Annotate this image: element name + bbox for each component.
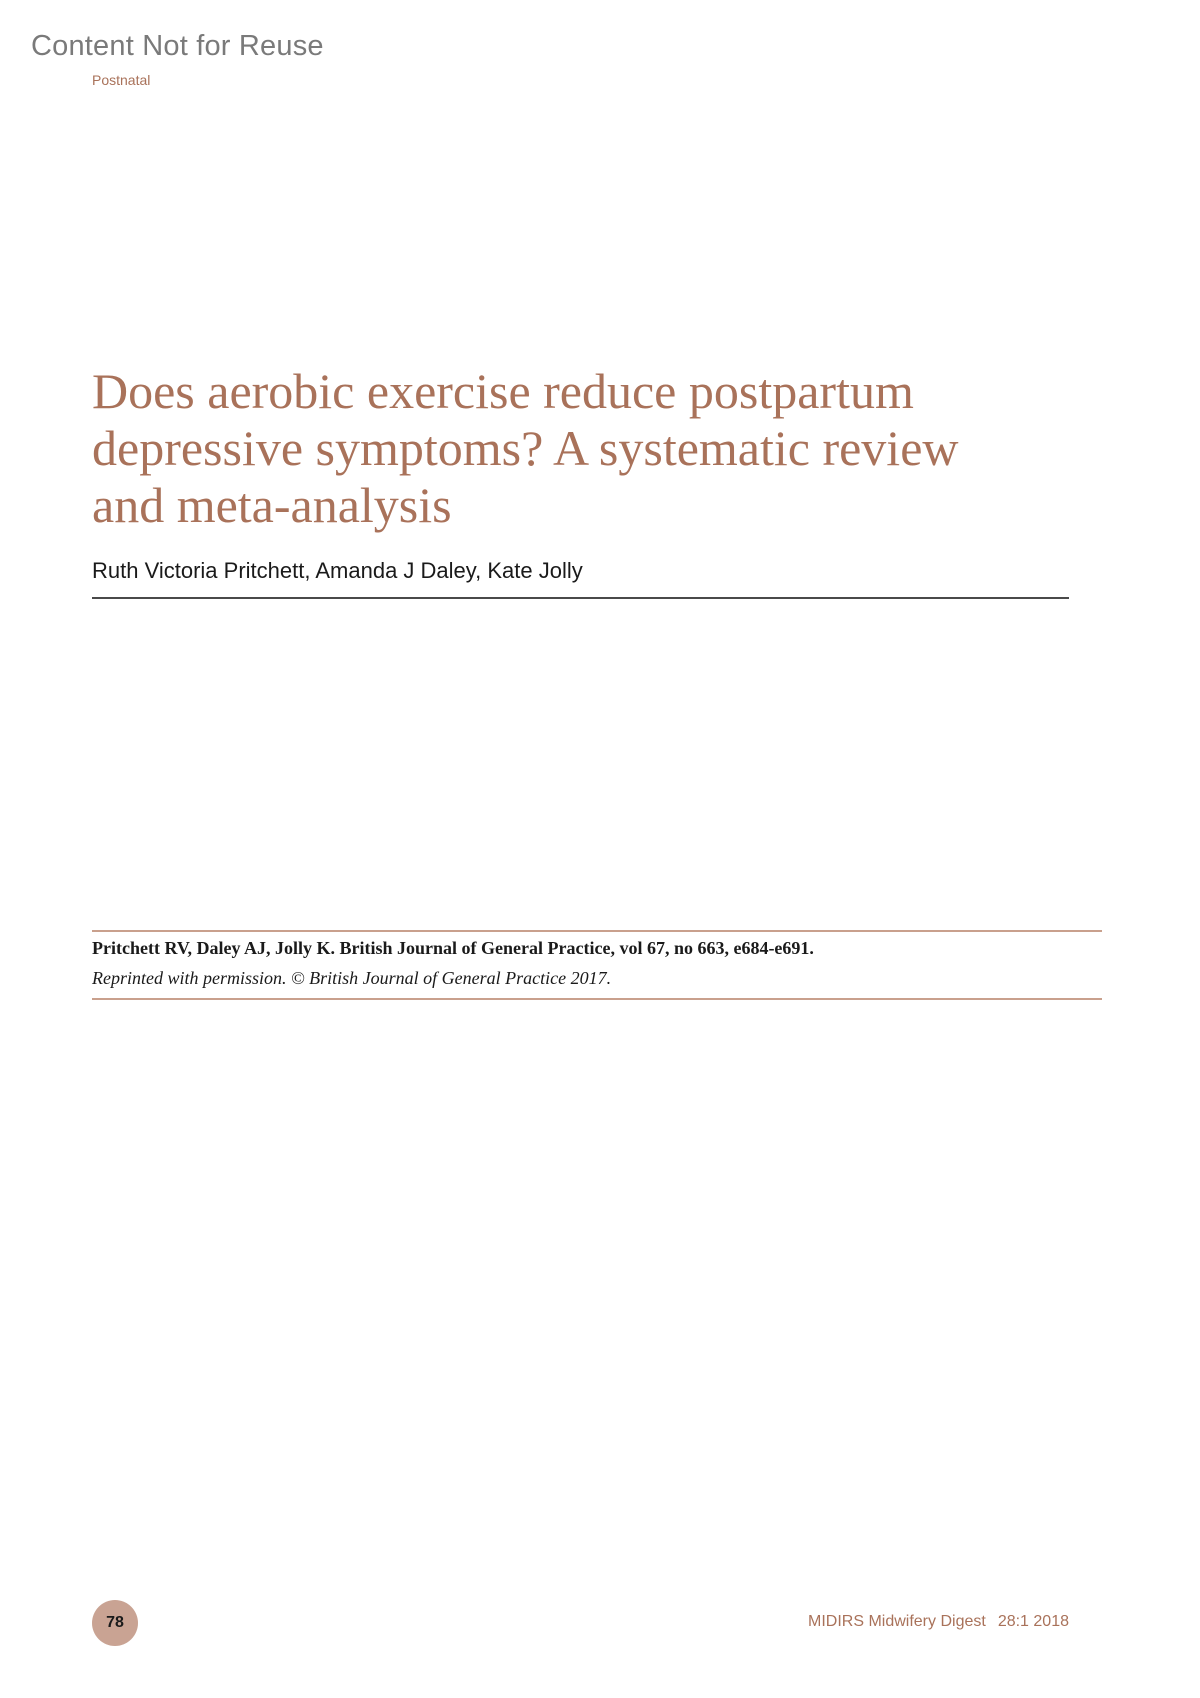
divider — [92, 930, 1102, 932]
title-line: depressive symptoms? A systematic review — [92, 420, 959, 476]
permission-notice: Reprinted with permission. © British Journal of General Practice 2017. — [92, 968, 612, 988]
divider — [92, 998, 1102, 1000]
divider — [92, 597, 1069, 599]
journal-footer — [808, 1613, 1069, 1631]
journal-name: MIDIRS Midwifery Digest — [808, 1613, 986, 1630]
watermark: Content Not for Reuse — [31, 30, 324, 62]
page-number-badge: 78 — [92, 1600, 138, 1646]
title-line: Does aerobic exercise reduce postpartum — [92, 363, 914, 419]
journal-issue: 28:1 2018 — [997, 1613, 1069, 1630]
author-list: Ruth Victoria Pritchett, Amanda J Daley, Kate Jolly — [92, 558, 583, 583]
citation-reference: Pritchett RV, Daley AJ, Jolly K. British Journal of General Practice, vol 67, no 663, e684-e691. — [92, 938, 814, 958]
section-label: Postnatal — [92, 72, 151, 88]
title-line: and meta-analysis — [92, 477, 452, 533]
article-title — [92, 363, 1052, 534]
